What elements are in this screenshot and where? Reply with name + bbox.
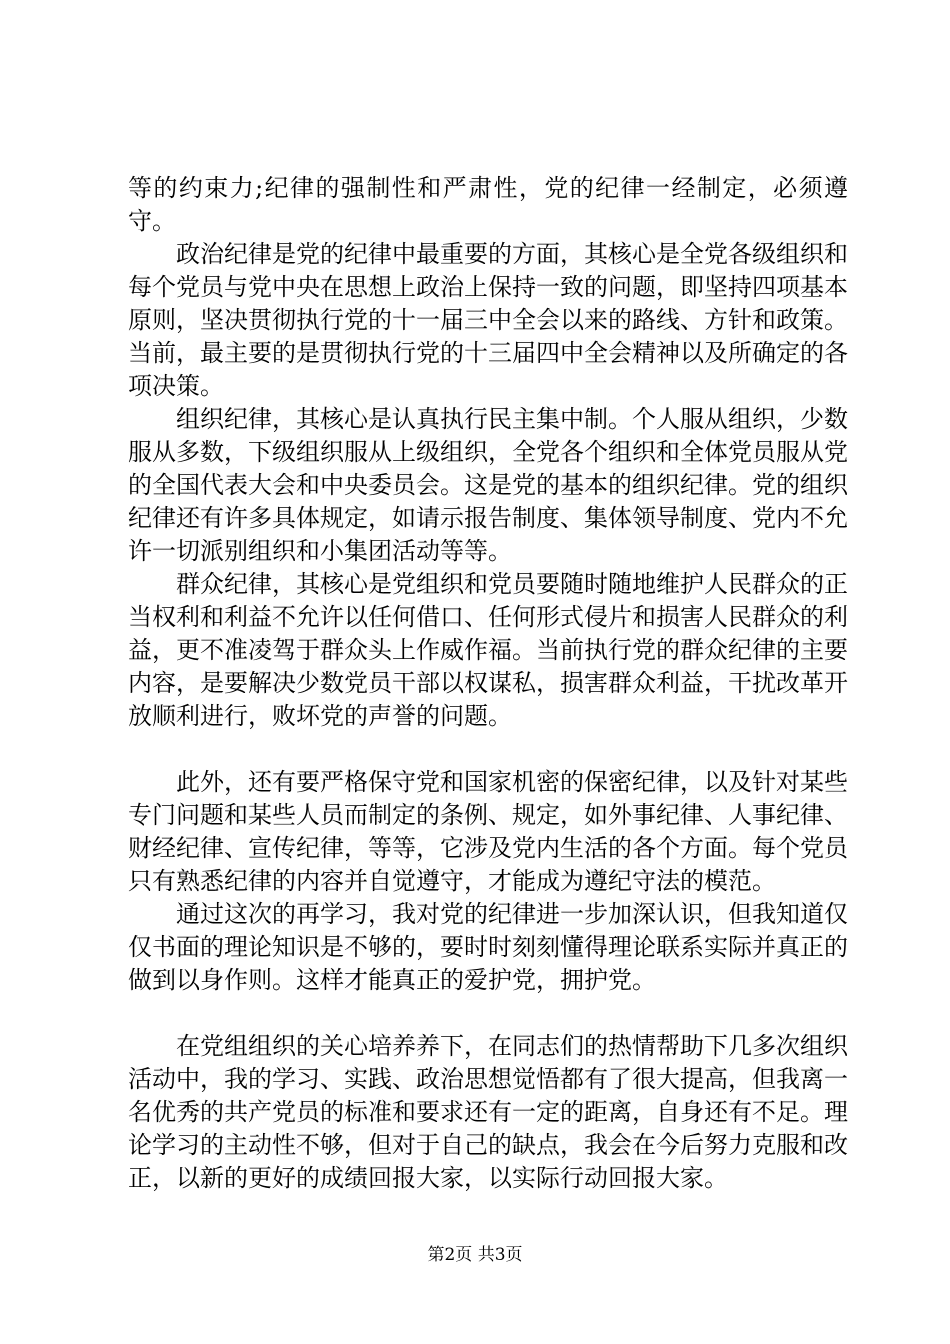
paragraph-relearning: 通过这次的再学习，我对党的纪律进一步加深认识，但我知道仅仅书面的理论知识是不够的，要时时刻刻懂得理论联系实际并真正的做到以身作则。这样才能真正的爱护党，拥护党。 xyxy=(128,900,848,994)
page-footer: 第2页 共3页 xyxy=(427,1245,523,1265)
paragraph-organizational-discipline: 组织纪律，其核心是认真执行民主集中制。个人服从组织，少数服从多数，下级组织服从上级组织，全党各个组织和全体党员服从党的全国代表大会和中央委员会。这是党的基本的组织纪律。党的组织纪律还有许多具体规定，如请示报告制度、集体领导制度、党内不允许一切派别组织和小集团活动等等。 xyxy=(128,405,848,565)
paragraph-1: 等的约束力;纪律的强制性和严肃性，党的纪律一经制定，必须遵守。 xyxy=(128,174,848,235)
paragraph-political-discipline: 政治纪律是党的纪律中最重要的方面，其核心是全党各级组织和每个党员与党中央在思想上政治上保持一致的问题，即坚持四项基本原则，坚决贯彻执行党的十一届三中全会以来的路线、方针和政策。当前，最主要的是贯彻执行党的十三届四中全会精神以及所确定的各项决策。 xyxy=(128,240,848,400)
paragraph-other-discipline: 此外，还有要严格保守党和国家机密的保密纪律，以及针对某些专门问题和某些人员而制定的条例、规定，如外事纪律、人事纪律、财经纪律、宣传纪律，等等，它涉及党内生活的各个方面。每个党员只有熟悉纪律的内容并自觉遵守，才能成为遵纪守法的模范。 xyxy=(128,768,848,895)
paragraph-mass-discipline: 群众纪律，其核心是党组织和党员要随时随地维护人民群众的正当权利和利益不允许以任何借口、任何形式侵片和损害人民群众的利益，更不准凌驾于群众头上作威作福。当前执行党的群众纪律的主要内容，是要解决少数党员干部以权谋私，损害群众利益，干扰改革开放顺利进行，败坏党的声誉的问题。 xyxy=(128,570,848,730)
paragraph-conclusion: 在党组组织的关心培养养下，在同志们的热情帮助下几多次组织活动中，我的学习、实践、政治思想觉悟都有了很大提高，但我离一名优秀的共产党员的标准和要求还有一定的距离，自身还有不足。理论学习的主动性不够，但对于自己的缺点，我会在今后努力克服和改正，以新的更好的成绩回报大家，以实际行动回报大家。 xyxy=(128,1032,848,1192)
document-body xyxy=(128,172,848,1195)
